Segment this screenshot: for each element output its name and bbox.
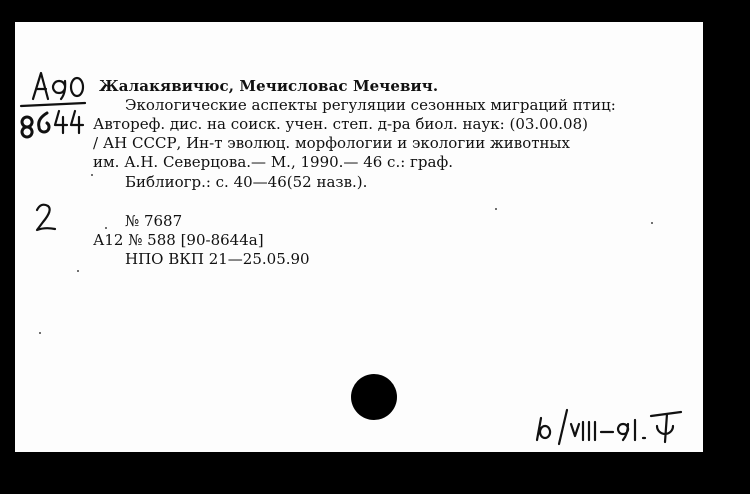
registry-line: НПО ВКП 21—25.05.90 — [125, 250, 310, 268]
speck — [495, 208, 497, 210]
author-heading: Жалакявичюс, Мечисловас Мечевич. — [99, 77, 439, 95]
handwritten-date-note — [531, 400, 691, 450]
title-line: Экологические аспекты регуляции сезонных миграций птиц: — [125, 96, 616, 114]
speck — [77, 270, 79, 272]
description-line: им. А.Н. Северцова.— М., 1990.— 46 с.: граф. — [93, 153, 453, 171]
speck — [105, 227, 107, 229]
punch-hole — [351, 374, 397, 420]
handwritten-copy-number — [31, 200, 61, 234]
speck — [91, 174, 93, 176]
catalog-entry: А12 № 588 [90-8644а] — [93, 231, 264, 249]
speck — [651, 222, 653, 224]
handwritten-shelfmark — [15, 67, 95, 147]
catalog-card — [15, 22, 703, 452]
speck — [39, 332, 41, 334]
description-line: Автореф. дис. на соиск. учен. степ. д-ра биол. наук: (03.00.08) — [93, 115, 588, 133]
description-line: / АН СССР, Ин-т эволюц. морфологии и экологии животных — [93, 134, 570, 152]
record-number: № 7687 — [125, 212, 183, 230]
bibliography-line: Библиогр.: с. 40—46(52 назв.). — [125, 173, 368, 191]
